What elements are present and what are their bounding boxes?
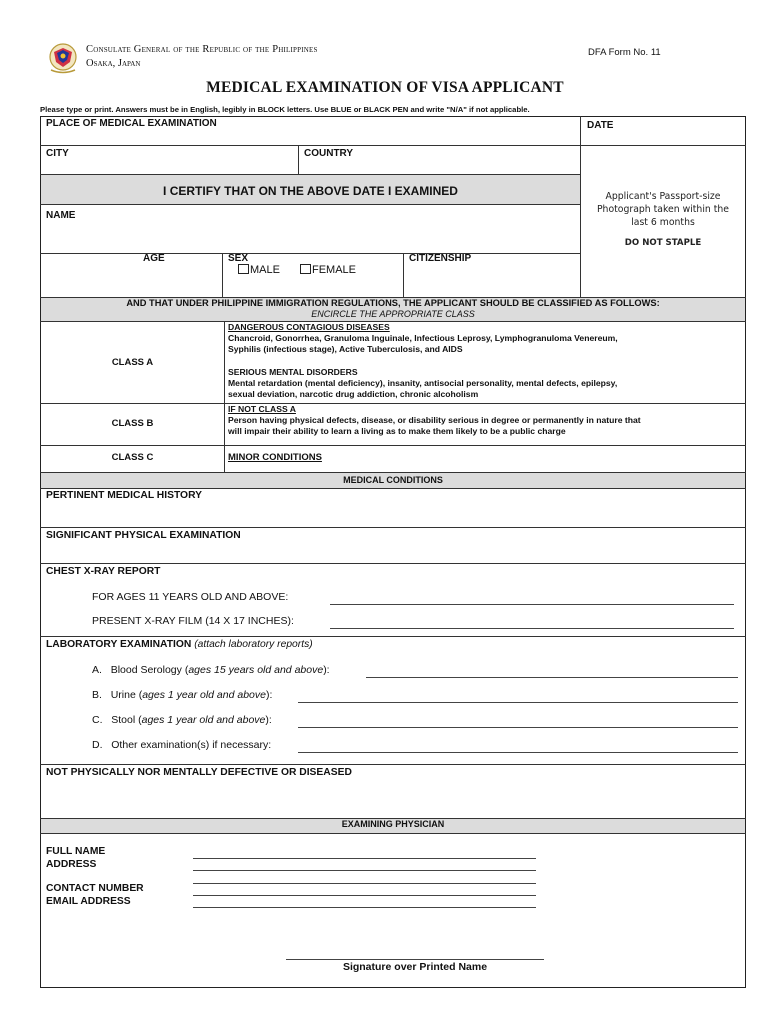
lab-d-text: Other examination(s) if necessary: (111, 739, 272, 751)
city-label: CITY (46, 148, 69, 159)
photo-instruction-line3: last 6 months (631, 217, 695, 228)
lab-a-field[interactable] (366, 677, 738, 678)
lab-item-c (92, 714, 272, 726)
lab-d-letter: D. (92, 739, 103, 751)
signature-line[interactable] (286, 959, 544, 960)
place-of-exam-field[interactable] (41, 130, 579, 144)
photo-box (583, 190, 743, 250)
citizenship-label: CITIZENSHIP (409, 253, 472, 264)
xray-age-label: FOR AGES 11 YEARS OLD AND ABOVE: (92, 591, 289, 603)
country-field[interactable] (299, 160, 579, 173)
female-label: FEMALE (312, 264, 357, 276)
email-address-label: EMAIL ADDRESS (46, 896, 131, 907)
male-checkbox-box[interactable] (238, 264, 249, 274)
class-a-title-mental: SERIOUS MENTAL DISORDERS (228, 367, 358, 377)
consulate-location: Osaka, Japan (86, 58, 141, 69)
lab-exam-heading (46, 639, 313, 650)
photo-instruction-line2: Photograph taken within the (596, 204, 730, 215)
sex-female-checkbox[interactable] (300, 264, 356, 276)
address-field-line1[interactable] (193, 870, 536, 871)
class-b-text2: will impair their ability to learn a living as to make them likely to be a public charge (228, 426, 566, 436)
photo-instruction-line1: Applicant's Passport-size (605, 191, 721, 202)
contact-number-label: CONTACT NUMBER (46, 883, 144, 894)
not-defective-label: NOT PHYSICALLY NOR MENTALLY DEFECTIVE OR DISEASED (46, 767, 352, 778)
lab-b-field[interactable] (298, 702, 738, 703)
lab-c-letter: C. (92, 714, 103, 726)
female-checkbox-box[interactable] (300, 264, 311, 274)
class-a-mental-text2: sexual deviation, narcotic drug addiction, chronic alcoholism (228, 389, 479, 399)
male-label: MALE (250, 264, 280, 276)
country-label: COUNTRY (304, 148, 354, 159)
lab-exam-label: LABORATORY EXAMINATION (46, 639, 192, 650)
class-a-mental-text1: Mental retardation (mental deficiency), insanity, antisocial personality, mental defects, epilepsy, (228, 378, 618, 388)
sex-male-checkbox[interactable] (238, 264, 280, 276)
lab-a-end: ): (323, 664, 330, 676)
form-number: DFA Form No. 11 (588, 47, 661, 58)
full-name-label: FULL NAME (46, 846, 106, 857)
lab-a-letter: A. (92, 664, 102, 676)
physical-exam-field[interactable] (41, 543, 745, 562)
certify-statement: I CERTIFY THAT ON THE ABOVE DATE I EXAMINED (163, 184, 458, 198)
class-a-contagious-text1: Chancroid, Gonorrhea, Granuloma Inguinale, Infectious Leprosy, Lymphogranuloma Venereum, (228, 333, 618, 343)
page-title: MEDICAL EXAMINATION OF VISA APPLICANT (206, 79, 564, 96)
classification-subheading: ENCIRCLE THE APPROPRIATE CLASS (311, 309, 475, 319)
class-c-title: MINOR CONDITIONS (228, 452, 322, 463)
address-label: ADDRESS (46, 859, 97, 870)
do-not-staple-note: DO NOT STAPLE (624, 238, 702, 248)
medical-history-field[interactable] (41, 503, 745, 526)
date-label: DATE (587, 120, 614, 131)
lab-exam-note: (attach laboratory reports) (194, 639, 313, 650)
physician-heading: EXAMINING PHYSICIAN (341, 819, 445, 829)
lab-b-italic: ages 1 year old and above (142, 689, 266, 701)
medical-history-label: PERTINENT MEDICAL HISTORY (46, 490, 202, 501)
contact-number-field[interactable] (193, 895, 536, 896)
xray-film-label: PRESENT X-RAY FILM (14 X 17 INCHES): (92, 615, 294, 627)
name-label: NAME (46, 210, 76, 221)
lab-a-text: Blood Serology ( (110, 664, 189, 676)
class-b-title: IF NOT CLASS A (228, 404, 296, 414)
lab-item-d (92, 739, 271, 751)
chest-xray-label: CHEST X-RAY REPORT (46, 566, 161, 577)
class-a-title-contagious: DANGEROUS CONTAGIOUS DISEASES (228, 322, 390, 332)
place-of-exam-label: PLACE OF MEDICAL EXAMINATION (46, 118, 217, 129)
physical-exam-label: SIGNIFICANT PHYSICAL EXAMINATION (46, 530, 241, 541)
lab-b-end: ): (265, 689, 273, 701)
medical-conditions-heading: MEDICAL CONDITIONS (343, 475, 443, 485)
citizenship-field[interactable] (404, 266, 579, 296)
signature-caption: Signature over Printed Name (342, 961, 488, 973)
philippine-seal-logo (48, 42, 78, 74)
lab-item-b (92, 689, 272, 701)
date-field[interactable] (581, 132, 745, 144)
lab-c-end: ): (265, 714, 272, 726)
name-field[interactable] (41, 224, 579, 252)
age-field[interactable] (41, 266, 221, 296)
address-field-line2[interactable] (193, 883, 536, 884)
sex-label: SEX (228, 253, 249, 264)
email-address-field[interactable] (193, 907, 536, 908)
lab-b-letter: B. (92, 689, 102, 701)
age-label: AGE (143, 253, 165, 264)
lab-b-text: Urine ( (110, 689, 143, 701)
city-field[interactable] (41, 160, 297, 173)
consulate-name: Consulate General of the Republic of the Philippines (86, 44, 318, 55)
lab-a-italic: ages 15 years old and above (188, 664, 324, 676)
not-defective-field[interactable] (41, 782, 745, 817)
lab-c-field[interactable] (298, 727, 738, 728)
classification-heading: AND THAT UNDER PHILIPPINE IMMIGRATION REGULATIONS, THE APPLICANT SHOULD BE CLASSIFIED AS FOLLOWS: (126, 298, 660, 308)
class-a-contagious-text2: Syphilis (infectious stage), Active Tuberculosis, and AIDS (228, 344, 463, 354)
class-b-text1: Person having physical defects, disease, or disability serious in degree or permanently in nature that (228, 415, 641, 425)
lab-c-italic: ages 1 year old and above (141, 714, 266, 726)
class-c-label[interactable]: CLASS C (111, 452, 154, 463)
class-b-label[interactable]: CLASS B (111, 418, 154, 429)
full-name-field[interactable] (193, 858, 536, 859)
xray-age-field[interactable] (330, 604, 734, 605)
lab-d-field[interactable] (298, 752, 738, 753)
instructions-text: Please type or print. Answers must be in English, legibly in BLOCK letters. Use BLUE or BLACK PEN and write "N/A" if not applicable. (40, 105, 530, 114)
xray-film-field[interactable] (330, 628, 734, 629)
lab-item-a (92, 664, 330, 676)
lab-c-text: Stool ( (111, 714, 142, 726)
class-a-label[interactable]: CLASS A (111, 357, 154, 368)
